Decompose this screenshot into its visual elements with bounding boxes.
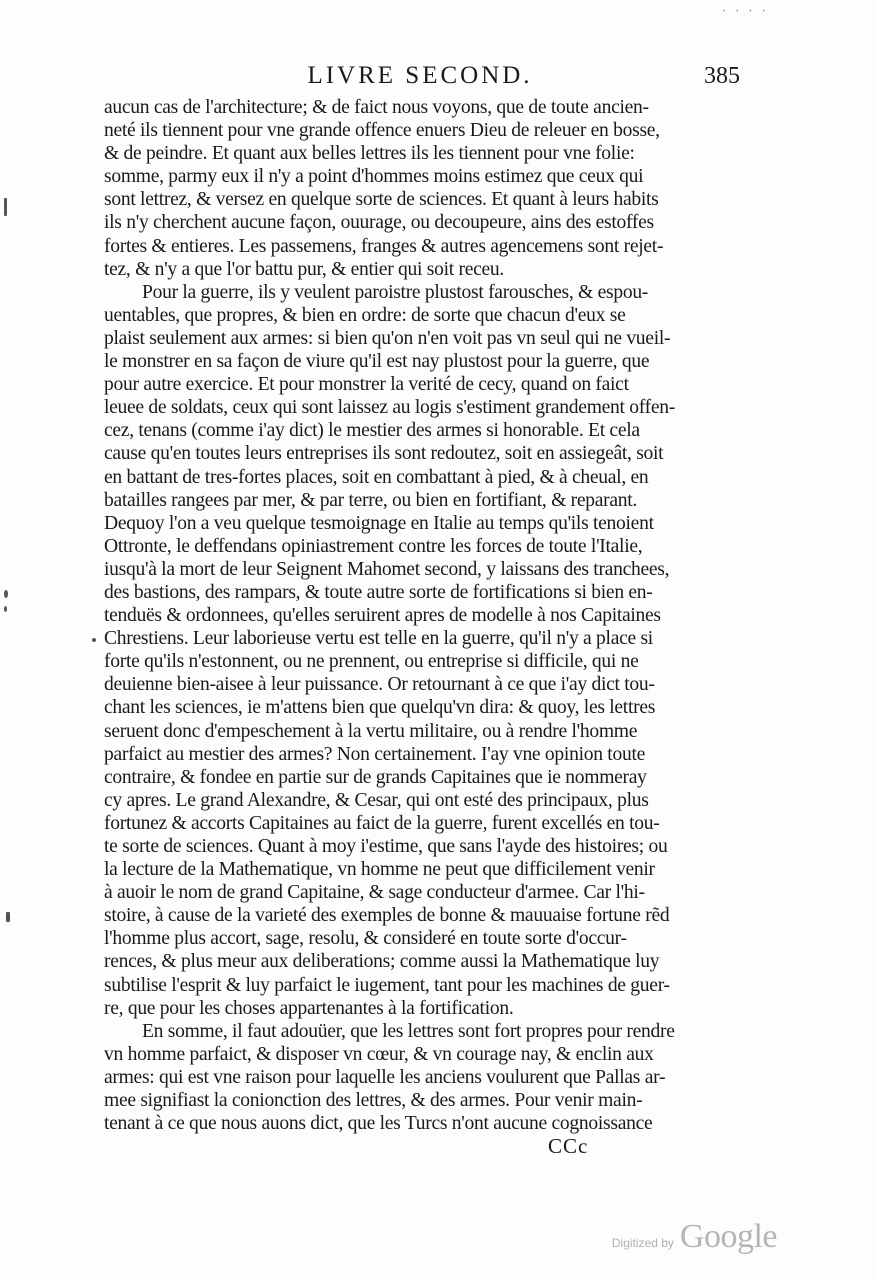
text-line: fortunez & accorts Capitaines au faict de la guerre, furent excellés en tou- — [104, 812, 660, 834]
text-line: subtilise l'esprit & luy parfaict le iugement, tant pour les machines de guer- — [104, 974, 670, 996]
body-text — [104, 96, 740, 1135]
google-logo: Google — [679, 1218, 777, 1255]
text-line: contraire, & fondee en partie sur de grands Capitaines que ie nommeray — [104, 766, 647, 788]
text-line: à auoir le nom de grand Capitaine, & sage conducteur d'armee. Car l'hi- — [104, 882, 645, 904]
text-line: deuienne bien-aisee à leur puissance. Or retournant à ce que i'ay dict tou- — [104, 674, 655, 696]
text-line: sont lettrez, & versez en quelque sorte de sciences. Et quant à leurs habits — [104, 189, 659, 211]
text-line: cy apres. Le grand Alexandre, & Cesar, qui ont esté des principaux, plus — [104, 789, 649, 811]
text-line: fortes & entieres. Les passemens, franges & autres agencemens sont rejet- — [104, 235, 664, 257]
text-line: pour autre exercice. Et pour monstrer la verité de cecy, quand on faict — [104, 374, 629, 396]
text-line: te sorte de sciences. Quant à moy i'estime, que sans l'ayde des histoires; ou — [104, 836, 668, 857]
text-line: neté ils tiennent pour vne grande offence enuers Dieu de releuer en bosse, — [104, 120, 660, 142]
text-line: aucun cas de l'architecture; & de faict nous voyons, que de toute ancien- — [104, 97, 649, 118]
text-line: seruent donc d'empeschement à la vertu militaire, ou à rendre l'homme — [104, 720, 638, 742]
text-line: En somme, il faut adouüer, que les lettres sont fort propres pour rendre — [142, 1020, 675, 1042]
text-line: forte qu'ils n'estonnent, ou ne prennent, ou entreprise si difficile, qui ne — [104, 651, 639, 673]
text-line: la lecture de la Mathematique, vn homme ne peut que difficilement venir — [104, 859, 655, 881]
text-line: stoire, à cause de la varieté des exemples de bonne & mauuaise fortune rẽd — [104, 905, 670, 927]
margin-speck — [4, 198, 7, 216]
text-line: Chrestiens. Leur laborieuse vertu est telle en la guerre, qu'il n'y a place si — [104, 628, 653, 650]
text-line: leuee de soldats, ceux qui sont laissez au logis s'estiment grandement offen- — [104, 397, 675, 419]
text-line: cause qu'en toutes leurs entreprises ils sont redoutez, soit en assiegeât, soit — [104, 443, 664, 465]
text-line: vn homme parfaict, & disposer vn cœur, & vn courage nay, & enclin aux — [104, 1043, 654, 1065]
text-line: tez, & n'y a que l'or battu pur, & entier qui soit receu. — [104, 258, 504, 280]
text-line: Dequoy l'on a veu quelque tesmoignage en Italie au temps qu'ils tenoient — [104, 512, 654, 534]
running-head: LIVRE SECOND. — [307, 62, 533, 89]
text-line: mee signifiast la conionction des lettres, & des armes. Pour venir main- — [104, 1090, 643, 1112]
page-header — [100, 58, 740, 94]
text-line: plaist seulement aux armes: si bien qu'on n'en voit pas vn seul qui ne vueil- — [104, 327, 671, 349]
margin-speck — [92, 638, 96, 642]
text-line: tenduës & ordonnees, qu'elles seruirent apres de modelle à nos Capitaines — [104, 605, 661, 627]
text-line: uentables, que propres, & bien en ordre: de sorte que chacun d'eux se — [104, 304, 626, 326]
text-line: le monstrer en sa façon de viure qu'il est nay plustost pour la guerre, que — [104, 351, 650, 373]
text-line: & de peindre. Et quant aux belles lettres ils les tiennent pour vne folie: — [104, 143, 635, 165]
text-line: iusqu'à la mort de leur Seignent Mahomet second, y laissans des tranchees, — [104, 558, 670, 580]
text-line: des bastions, des rampars, & toute autre sorte de fortifications si bien en- — [104, 581, 653, 603]
text-line: chant les sciences, ie m'attens bien que quelqu'vn dira: & quoy, les lettres — [104, 697, 656, 719]
text-line: re, que pour les choses appartenantes à la fortification. — [104, 997, 514, 1019]
text-line: ils n'y cherchent aucune façon, ouurage, ou decoupeure, ains des estoffes — [104, 212, 654, 234]
text-line: tenant à ce que nous auons dict, que les Turcs n'ont aucune cognoissance — [104, 1113, 653, 1135]
margin-speck — [4, 590, 8, 598]
text-line: parfaict au mestier des armes? Non certainement. I'ay vne opinion toute — [104, 743, 645, 765]
margin-speck — [4, 606, 7, 612]
text-line: cez, tenans (comme i'ay dict) le mestier des armes si honorable. Et cela — [104, 420, 640, 442]
signature-mark: CCc — [548, 1134, 589, 1158]
text-line: armes: qui est vne raison pour laquelle les anciens voulurent que Pallas ar- — [104, 1066, 666, 1088]
text-line: rences, & plus meur aux deliberations; comme aussi la Mathematique luy — [104, 951, 660, 973]
margin-speck — [6, 912, 10, 922]
text-line: batailles rangees par mer, & par terre, ou bien en fortifiant, & reparant. — [104, 489, 638, 511]
text-line: en battant de tres-fortes places, soit en combattant à pied, & à cheual, en — [104, 466, 649, 488]
text-line: Pour la guerre, ils y veulent paroistre plustost farousches, & espou- — [142, 281, 649, 303]
scan-marks: · · · · — [720, 6, 767, 18]
watermark-caption: Digitized by — [611, 1236, 674, 1250]
text-line: somme, parmy eux il n'y a point d'hommes moins estimez que ceux qui — [104, 166, 644, 188]
text-line: Ottronte, le deffendans opiniastrement contre les forces de toute l'Italie, — [104, 535, 643, 557]
page-number: 385 — [704, 63, 740, 89]
digitized-watermark — [612, 1218, 777, 1256]
text-line: l'homme plus accort, sage, resolu, & consideré en toute sorte d'occur- — [104, 928, 627, 950]
